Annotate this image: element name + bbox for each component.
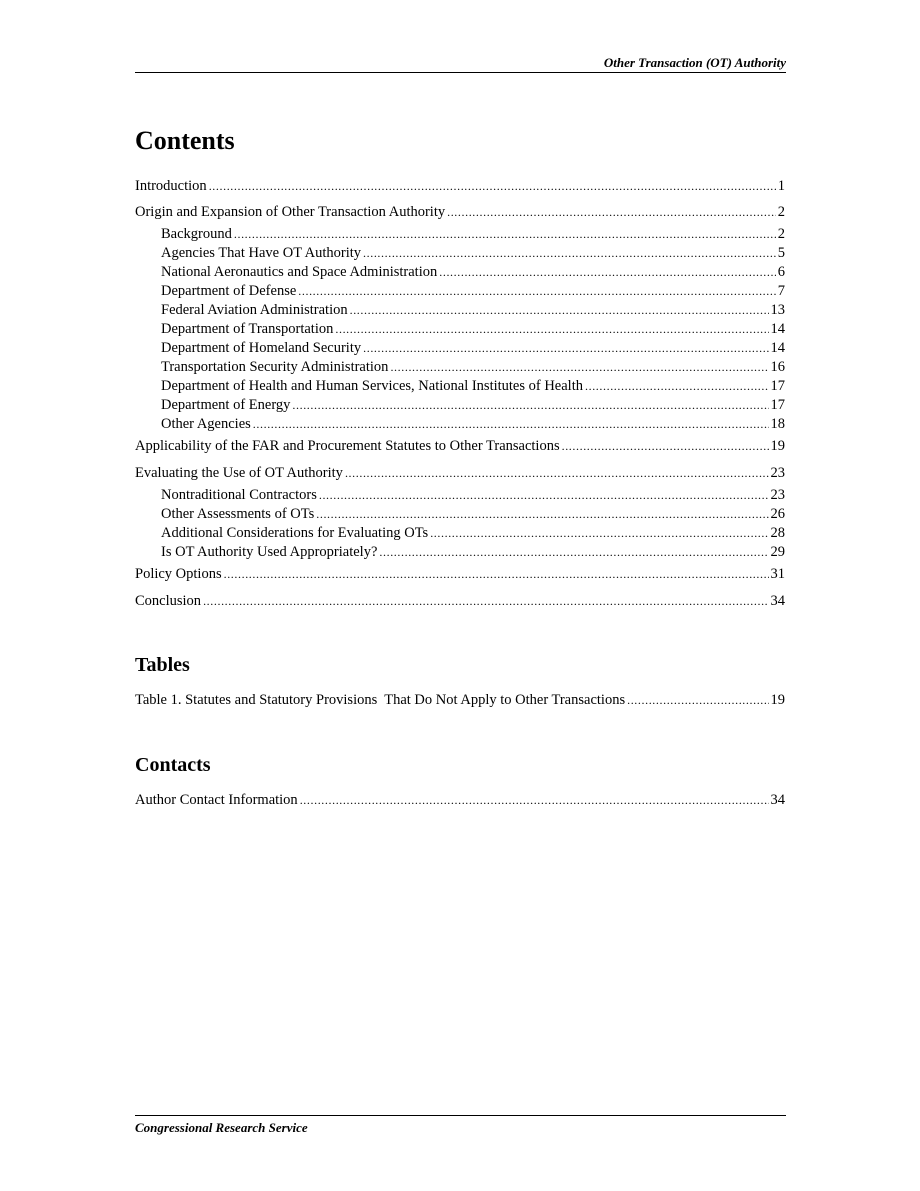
toc-subentry[interactable]: Nontraditional Contractors . . . 23 — [161, 486, 785, 504]
toc-subentry[interactable]: Is OT Authority Used Appropriately? . . . 29 — [161, 543, 785, 561]
toc-entry[interactable]: Introduction . . . 1 — [135, 177, 785, 195]
toc-subentry[interactable]: Background . . . 2 — [161, 225, 785, 243]
tables-heading: Tables — [135, 654, 190, 676]
toc-subentry[interactable]: Other Agencies . . . 18 — [161, 415, 785, 433]
toc-subentry[interactable]: Additional Considerations for Evaluating OTs . . . 28 — [161, 524, 785, 542]
toc-entry[interactable]: Policy Options . . . 31 — [135, 565, 785, 583]
table-entry[interactable]: Table 1. Statutes and Statutory Provisions That Do Not Apply to Other Transactions . . . 19 — [135, 691, 785, 709]
toc-subentry[interactable]: Department of Homeland Security . . . 14 — [161, 339, 785, 357]
running-title: Other Transaction (OT) Authority — [603, 55, 786, 70]
toc-subentry[interactable]: Agencies That Have OT Authority . . . 5 — [161, 244, 785, 262]
page-footer — [135, 1115, 786, 1135]
contacts-heading: Contacts — [135, 754, 211, 776]
contents-heading: Contents — [135, 126, 235, 155]
toc-entry[interactable]: Evaluating the Use of OT Authority . . . 23 — [135, 464, 785, 482]
toc-subentry[interactable]: Department of Health and Human Services, National Institutes of Health . . . 17 — [161, 377, 785, 395]
toc-subentry[interactable]: National Aeronautics and Space Administration . . . 6 — [161, 263, 785, 281]
toc-subentry[interactable]: Department of Transportation . . . 14 — [161, 320, 785, 338]
toc-entry[interactable]: Conclusion . . . 34 — [135, 592, 785, 610]
toc-subentry[interactable]: Other Assessments of OTs . . . 26 — [161, 505, 785, 523]
toc-subentry[interactable]: Federal Aviation Administration . . . 13 — [161, 301, 785, 319]
footer-publisher: Congressional Research Service — [135, 1120, 308, 1135]
contact-entry[interactable]: Author Contact Information . . . 34 — [135, 791, 785, 809]
toc-subentry[interactable]: Transportation Security Administration . . . 16 — [161, 358, 785, 376]
toc-entry[interactable]: Origin and Expansion of Other Transaction Authority . . . 2 — [135, 203, 785, 221]
toc-entry[interactable]: Applicability of the FAR and Procurement Statutes to Other Transactions . . . 19 — [135, 437, 785, 455]
page-header — [135, 56, 786, 73]
toc-subentry[interactable]: Department of Defense . . . 7 — [161, 282, 785, 300]
toc-subentry[interactable]: Department of Energy . . . 17 — [161, 396, 785, 414]
